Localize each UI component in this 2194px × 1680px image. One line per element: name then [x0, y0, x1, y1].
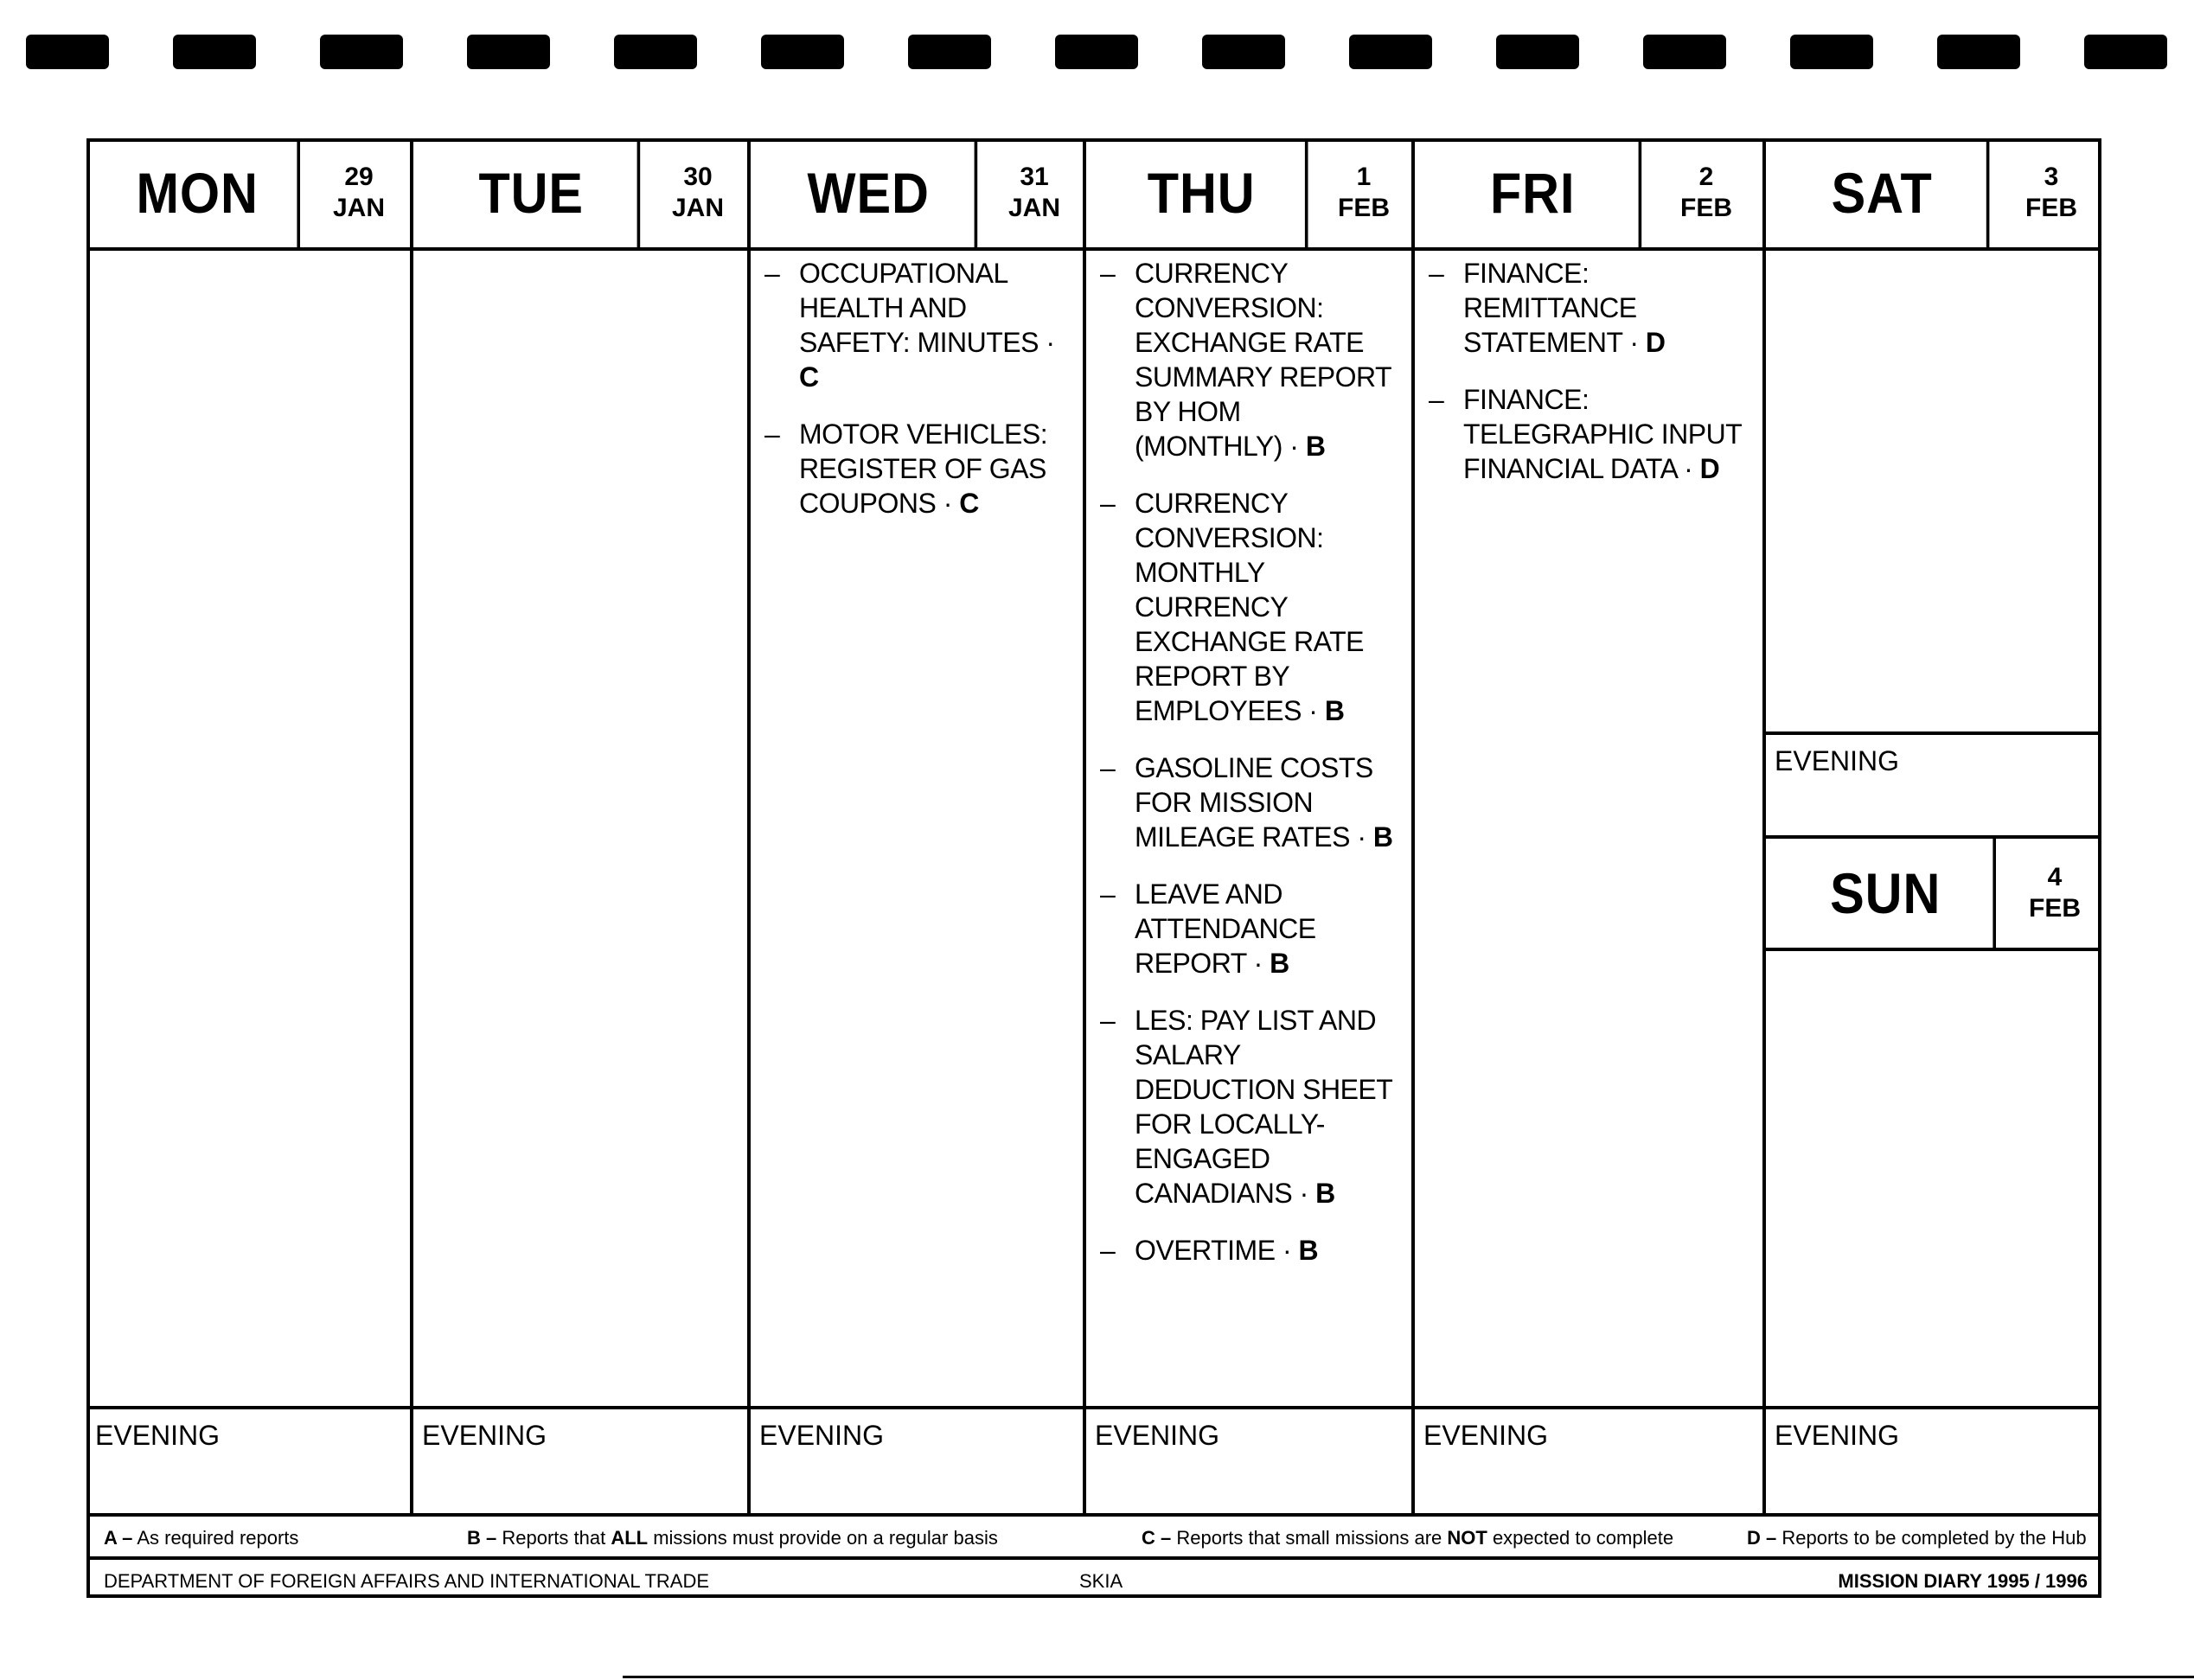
- report-entry: [1100, 1003, 1394, 1210]
- evening-label: EVENING: [1775, 745, 1900, 776]
- report-code: D: [1645, 327, 1666, 358]
- weekly-diary-page: [86, 138, 2101, 1600]
- bullet-dash: –: [764, 258, 780, 289]
- day-column-thu: [1086, 138, 1415, 1513]
- report-text: OCCUPATIONAL HEALTH AND SAFETY: MINUTES · C: [799, 258, 1055, 393]
- footer-center-text: SKIA: [1079, 1570, 1123, 1592]
- report-code-legend: [86, 1513, 2101, 1556]
- bullet-dash: –: [764, 418, 780, 450]
- evening-label: EVENING: [1095, 1420, 1220, 1451]
- date-month: FEB: [1338, 194, 1390, 222]
- report-entry: [1100, 877, 1394, 981]
- legend-c: C – Reports that small missions are NOT expected to complete: [1142, 1527, 1674, 1549]
- report-code: B: [1270, 948, 1289, 979]
- binding-holes: [26, 35, 2171, 73]
- evening-section: [1086, 1406, 1411, 1513]
- report-code: D: [1699, 453, 1720, 484]
- binding-hole: [173, 35, 256, 69]
- day-header: [413, 138, 747, 251]
- day-date: [2008, 839, 2101, 948]
- binding-hole: [1055, 35, 1138, 69]
- bottom-edge-line: [623, 1676, 2194, 1678]
- report-entry: [1100, 1233, 1394, 1268]
- report-code: C: [959, 488, 979, 519]
- date-number: 1: [1356, 163, 1372, 191]
- day-column-mon: [86, 138, 413, 1513]
- evening-section: [413, 1406, 747, 1513]
- report-entry: [1100, 751, 1394, 854]
- bullet-dash: –: [1100, 1235, 1116, 1266]
- day-header-sun: [1766, 839, 2101, 951]
- day-header-sat: [1766, 138, 2101, 251]
- report-entry: [1429, 256, 1745, 360]
- date-month: FEB: [2025, 194, 2077, 222]
- day-header: [86, 138, 410, 251]
- evening-label: EVENING: [422, 1420, 547, 1451]
- report-text: CURRENCY CONVERSION: MONTHLY CURRENCY EXCHANGE RATE REPORT BY EMPLOYEES · B: [1135, 488, 1364, 726]
- report-text: LES: PAY LIST AND SALARY DEDUCTION SHEET FOR LOCALLY-ENGAGED CANADIANS · B: [1135, 1005, 1392, 1209]
- evening-section: [751, 1406, 1083, 1513]
- report-entry: [1100, 486, 1394, 728]
- day-entries: [1415, 251, 1762, 508]
- binding-hole: [467, 35, 550, 69]
- day-date: [308, 138, 410, 247]
- date-month: JAN: [671, 194, 724, 222]
- report-text: LEAVE AND ATTENDANCE REPORT · B: [1135, 878, 1316, 979]
- date-month: JAN: [1007, 194, 1060, 222]
- legend-d: D – Reports to be completed by the Hub: [1747, 1527, 2087, 1549]
- day-date: [649, 138, 747, 247]
- report-code: B: [1298, 1235, 1319, 1266]
- day-date: [2001, 138, 2101, 247]
- binding-hole: [1937, 35, 2020, 69]
- date-number: 31: [1020, 163, 1049, 191]
- date-number: 2: [1698, 163, 1714, 191]
- report-text: OVERTIME · B: [1135, 1235, 1319, 1266]
- day-header: [751, 138, 1083, 251]
- day-entries: [751, 251, 1083, 543]
- bullet-dash: –: [1100, 488, 1116, 519]
- day-entries: [1086, 251, 1411, 1290]
- day-name: MON: [98, 138, 300, 247]
- diary-title: MISSION DIARY 1995 / 1996: [1838, 1570, 2088, 1592]
- bullet-dash: –: [1100, 878, 1116, 910]
- bullet-dash: –: [1100, 1005, 1116, 1036]
- bullet-dash: –: [1100, 258, 1116, 289]
- report-text: MOTOR VEHICLES: REGISTER OF GAS COUPONS · C: [799, 418, 1048, 519]
- report-code: B: [1324, 695, 1345, 726]
- evening-section: [86, 1406, 410, 1513]
- day-name: SAT: [1778, 138, 1990, 247]
- report-text: CURRENCY CONVERSION: EXCHANGE RATE SUMMARY REPORT BY HOM (MONTHLY) · B: [1135, 258, 1391, 462]
- binding-hole: [1202, 35, 1285, 69]
- binding-hole: [1790, 35, 1873, 69]
- day-date: [986, 138, 1083, 247]
- date-month: FEB: [2029, 894, 2081, 923]
- evening-section-sat: [1766, 731, 2101, 839]
- bullet-dash: –: [1100, 752, 1116, 783]
- date-number: 30: [683, 163, 713, 191]
- evening-section-sun: [1766, 1406, 2101, 1513]
- binding-hole: [26, 35, 109, 69]
- day-name: FRI: [1427, 138, 1641, 247]
- legend-a: A – As required reports: [104, 1527, 299, 1549]
- date-number: 4: [2047, 863, 2063, 891]
- report-text: FINANCE: REMITTANCE STATEMENT · D: [1463, 258, 1666, 358]
- report-entry: [764, 256, 1065, 394]
- evening-section: [1415, 1406, 1762, 1513]
- department-name: DEPARTMENT OF FOREIGN AFFAIRS AND INTERNATIONAL TRADE: [104, 1570, 710, 1592]
- binding-hole: [1496, 35, 1579, 69]
- day-column-fri: [1415, 138, 1766, 1513]
- binding-hole: [761, 35, 844, 69]
- evening-label: EVENING: [1775, 1420, 1900, 1451]
- report-text: FINANCE: TELEGRAPHIC INPUT FINANCIAL DATA · D: [1463, 384, 1742, 484]
- binding-hole: [1643, 35, 1726, 69]
- day-column-weekend: [1766, 138, 2101, 1513]
- day-column-wed: [751, 138, 1086, 1513]
- date-number: 3: [2044, 163, 2059, 191]
- report-entry: [764, 417, 1065, 521]
- report-entry: [1429, 382, 1745, 486]
- report-code: B: [1305, 431, 1326, 462]
- evening-label: EVENING: [1423, 1420, 1549, 1451]
- report-text: GASOLINE COSTS FOR MISSION MILEAGE RATES · B: [1135, 752, 1393, 853]
- binding-hole: [2084, 35, 2167, 69]
- date-number: 29: [344, 163, 374, 191]
- evening-label: EVENING: [95, 1420, 221, 1451]
- date-month: FEB: [1680, 194, 1732, 222]
- bullet-dash: –: [1429, 258, 1444, 289]
- day-name: SUN: [1778, 839, 1996, 948]
- binding-hole: [320, 35, 403, 69]
- report-entry: [1100, 256, 1394, 463]
- day-name: THU: [1098, 138, 1308, 247]
- binding-hole: [614, 35, 697, 69]
- day-column-tue: [413, 138, 751, 1513]
- bullet-dash: –: [1429, 384, 1444, 415]
- day-date: [1316, 138, 1411, 247]
- report-code: B: [1372, 821, 1393, 853]
- evening-label: EVENING: [759, 1420, 885, 1451]
- report-code: B: [1315, 1178, 1335, 1209]
- day-header: [1086, 138, 1411, 251]
- day-date: [1650, 138, 1762, 247]
- binding-hole: [1349, 35, 1432, 69]
- binding-hole: [908, 35, 991, 69]
- day-header: [1415, 138, 1762, 251]
- page-footer: [86, 1556, 2101, 1598]
- report-code: C: [799, 361, 819, 393]
- legend-b: B – Reports that ALL missions must provide on a regular basis: [467, 1527, 998, 1549]
- date-month: JAN: [332, 194, 385, 222]
- day-name: TUE: [425, 138, 640, 247]
- day-name: WED: [763, 138, 977, 247]
